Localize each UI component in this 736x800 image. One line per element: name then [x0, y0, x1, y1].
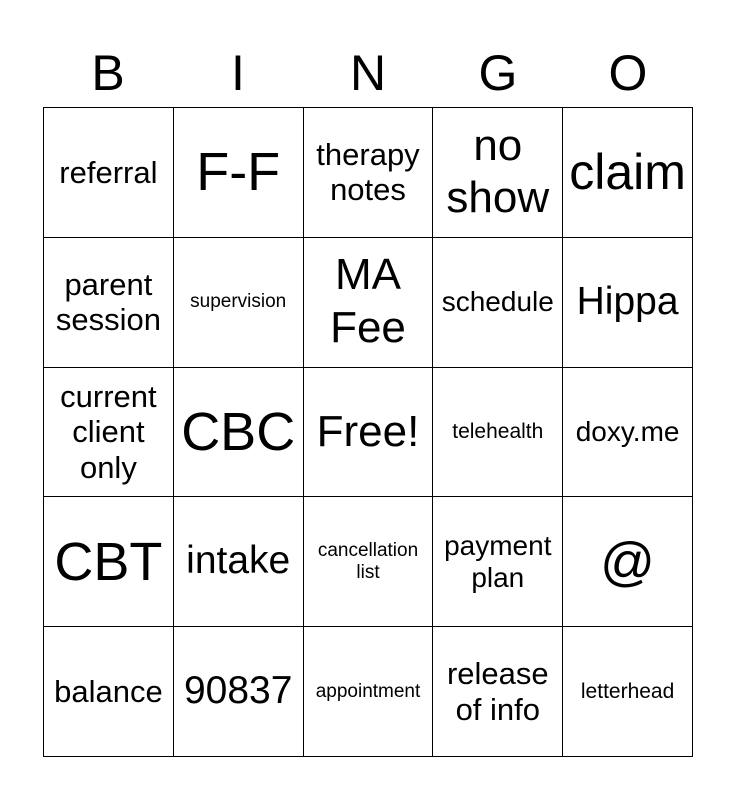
header-letter-g: G	[478, 45, 518, 101]
bingo-cell[interactable]	[44, 108, 174, 238]
bingo-cell[interactable]	[563, 497, 693, 627]
bingo-cell[interactable]	[433, 238, 563, 368]
bingo-cell[interactable]	[563, 238, 693, 368]
cell-text: claim	[569, 143, 686, 200]
header-letter-i: I	[231, 45, 245, 101]
bingo-cell[interactable]	[433, 108, 563, 238]
bingo-board	[43, 107, 693, 757]
bingo-cell[interactable]	[304, 497, 434, 627]
cell-text: intake	[186, 539, 291, 583]
cell-text: supervision	[190, 291, 287, 313]
bingo-cell[interactable]	[304, 627, 434, 757]
cell-text: MA Fee	[330, 250, 406, 353]
cell-text: cancellation list	[317, 539, 419, 583]
bingo-cell[interactable]	[44, 497, 174, 627]
bingo-cell[interactable]	[563, 368, 693, 498]
cell-text: no show	[446, 120, 550, 223]
cell-text: F-F	[196, 142, 281, 203]
bingo-cell[interactable]	[174, 238, 304, 368]
cell-text: balance	[54, 673, 163, 709]
header-letter-o: O	[608, 45, 648, 101]
bingo-cell[interactable]	[563, 108, 693, 238]
cell-text: schedule	[441, 286, 554, 318]
cell-text: telehealth	[452, 419, 544, 443]
cell-text: payment plan	[444, 529, 552, 593]
header-letter-b: B	[91, 45, 125, 101]
bingo-cell[interactable]	[174, 368, 304, 498]
cell-text: current client only	[60, 378, 157, 485]
bingo-cell[interactable]	[563, 627, 693, 757]
cell-text: referral	[59, 154, 158, 190]
cell-text: CBT	[54, 531, 163, 592]
bingo-cell[interactable]	[304, 108, 434, 238]
bingo-cell[interactable]	[433, 627, 563, 757]
bingo-cell[interactable]	[304, 238, 434, 368]
bingo-cell[interactable]	[433, 497, 563, 627]
cell-text: Hippa	[576, 279, 679, 323]
cell-text: appointment	[315, 680, 421, 702]
bingo-cell[interactable]	[174, 108, 304, 238]
cell-text: letterhead	[580, 679, 675, 703]
bingo-cell[interactable]	[174, 497, 304, 627]
bingo-cell[interactable]	[44, 368, 174, 498]
cell-text: CBC	[181, 401, 296, 462]
cell-text: parent session	[55, 266, 161, 338]
cell-text: doxy.me	[575, 415, 680, 447]
header-letter-n: N	[349, 45, 387, 101]
bingo-cell[interactable]	[174, 627, 304, 757]
free-space-cell[interactable]	[304, 368, 434, 498]
bingo-cell[interactable]	[44, 238, 174, 368]
bingo-cell[interactable]	[433, 368, 563, 498]
cell-text: therapy notes	[316, 136, 420, 208]
bingo-header	[43, 40, 693, 106]
cell-text: release of info	[446, 655, 549, 727]
cell-text: 90837	[183, 669, 293, 713]
bingo-cell[interactable]	[44, 627, 174, 757]
cell-text: Free!	[316, 406, 420, 456]
cell-text: @	[600, 531, 655, 592]
